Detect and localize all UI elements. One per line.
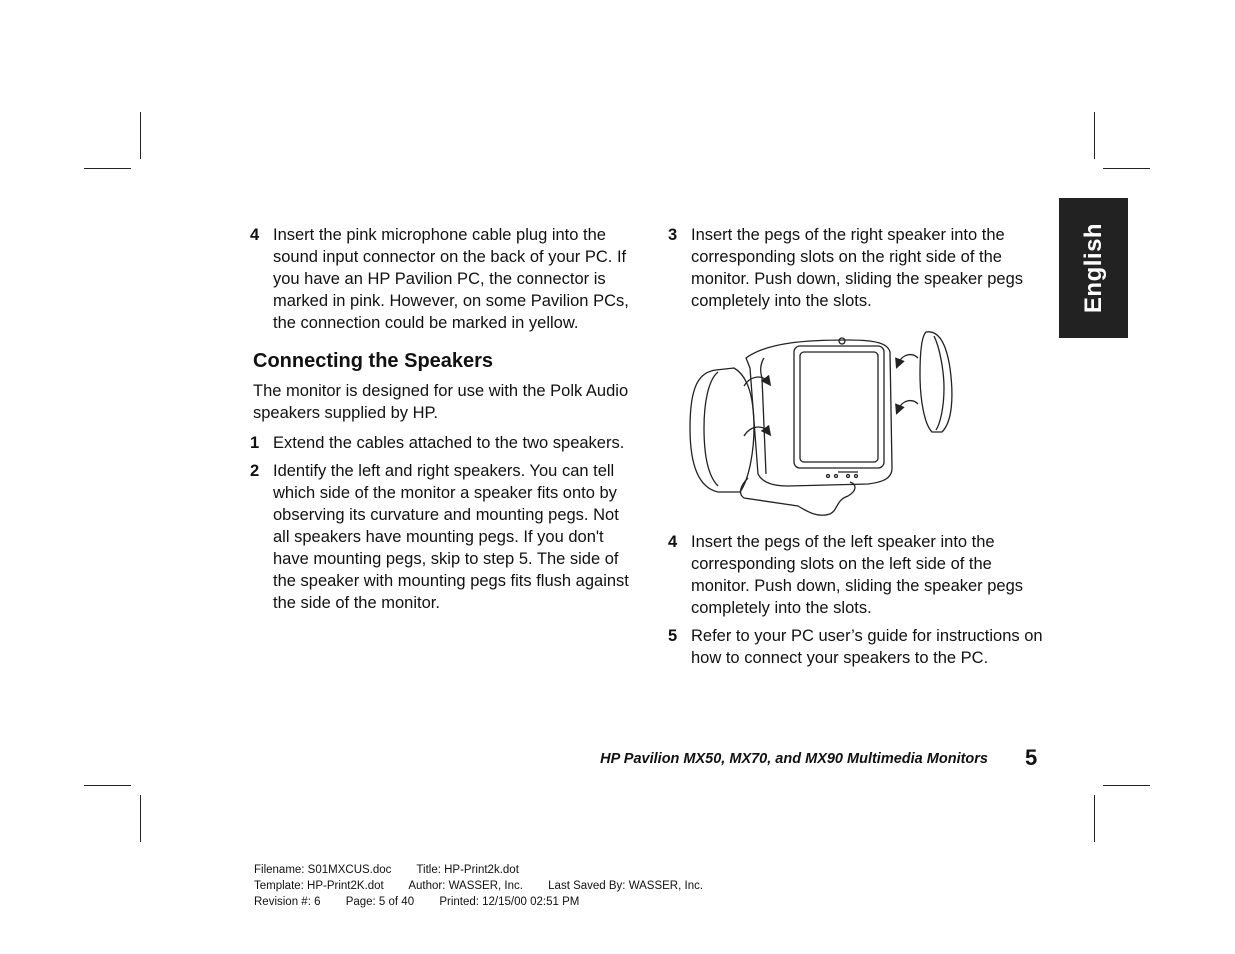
crop-mark xyxy=(140,112,141,159)
crop-mark xyxy=(84,168,131,169)
meta-last-saved: Last Saved By: WASSER, Inc. xyxy=(548,880,704,892)
step-1-extend-cables xyxy=(250,432,630,454)
crop-mark xyxy=(1103,785,1150,786)
footer-title: HP Pavilion MX50, MX70, and MX90 Multimedia Monitors xyxy=(600,751,988,767)
step-3-right-speaker xyxy=(668,224,1053,312)
crop-mark xyxy=(84,785,131,786)
right-column-lower xyxy=(668,531,1053,669)
language-tab-label: English xyxy=(1079,222,1107,314)
meta-page: Page: 5 of 40 xyxy=(345,896,415,908)
step-number: 5 xyxy=(668,627,678,645)
step-text: Extend the cables attached to the two speakers. xyxy=(273,434,625,452)
monitor-speakers-illustration xyxy=(688,328,960,522)
meta-title: Title: HP-Print2k.dot xyxy=(416,864,519,876)
step-4-microphone xyxy=(250,224,630,334)
left-column xyxy=(250,224,630,614)
step-number: 2 xyxy=(250,462,260,480)
page-number: 5 xyxy=(1025,745,1038,770)
step-4-left-speaker xyxy=(668,531,1053,619)
crop-mark xyxy=(1094,112,1095,159)
meta-revision: Revision #: 6 xyxy=(254,896,321,908)
language-tab xyxy=(1059,198,1128,338)
document-metadata xyxy=(254,862,725,910)
meta-printed: Printed: 12/15/00 02:51 PM xyxy=(439,896,580,908)
step-text: Refer to your PC user’s guide for instructions on how to connect your speakers to the PC. xyxy=(691,627,1043,667)
step-number: 3 xyxy=(668,226,678,244)
step-number: 1 xyxy=(250,434,260,452)
step-number: 4 xyxy=(250,226,260,244)
step-text: Insert the pegs of the right speaker into the corresponding slots on the right side of the monitor. Push down, sliding the speaker pegs completely into the slots. xyxy=(691,226,1024,310)
crop-mark xyxy=(1103,168,1150,169)
step-text: Insert the pegs of the left speaker into the corresponding slots on the left side of the monitor. Push down, sliding the speaker pegs completely into the slots. xyxy=(691,533,1024,617)
right-column xyxy=(668,224,1053,312)
step-text: Insert the pink microphone cable plug into the sound input connector on the back of your PC. If you have an HP Pavilion PC, the connector is marked in pink. However, on some Pavilion PCs, the connection could be marked in yellow. xyxy=(273,226,629,332)
step-2-identify-speakers xyxy=(250,460,630,614)
step-5-connect-pc xyxy=(668,625,1053,669)
meta-template: Template: HP-Print2K.dot xyxy=(254,880,384,892)
step-number: 4 xyxy=(668,533,678,551)
crop-mark xyxy=(140,795,141,842)
crop-mark xyxy=(1094,795,1095,842)
step-text: Identify the left and right speakers. You can tell which side of the monitor a speaker fits onto by observing its curvature and mounting pegs. Not all speakers have mounting pegs. If you don't have mounting pegs, skip to step 5. The side of the speaker with mounting pegs fits flush against the side of the monitor. xyxy=(273,462,629,612)
intro-paragraph: The monitor is designed for use with the Polk Audio speakers supplied by HP. xyxy=(253,382,629,422)
section-heading: Connecting the Speakers xyxy=(253,350,494,372)
meta-author: Author: WASSER, Inc. xyxy=(408,880,523,892)
meta-filename: Filename: S01MXCUS.doc xyxy=(254,864,392,876)
